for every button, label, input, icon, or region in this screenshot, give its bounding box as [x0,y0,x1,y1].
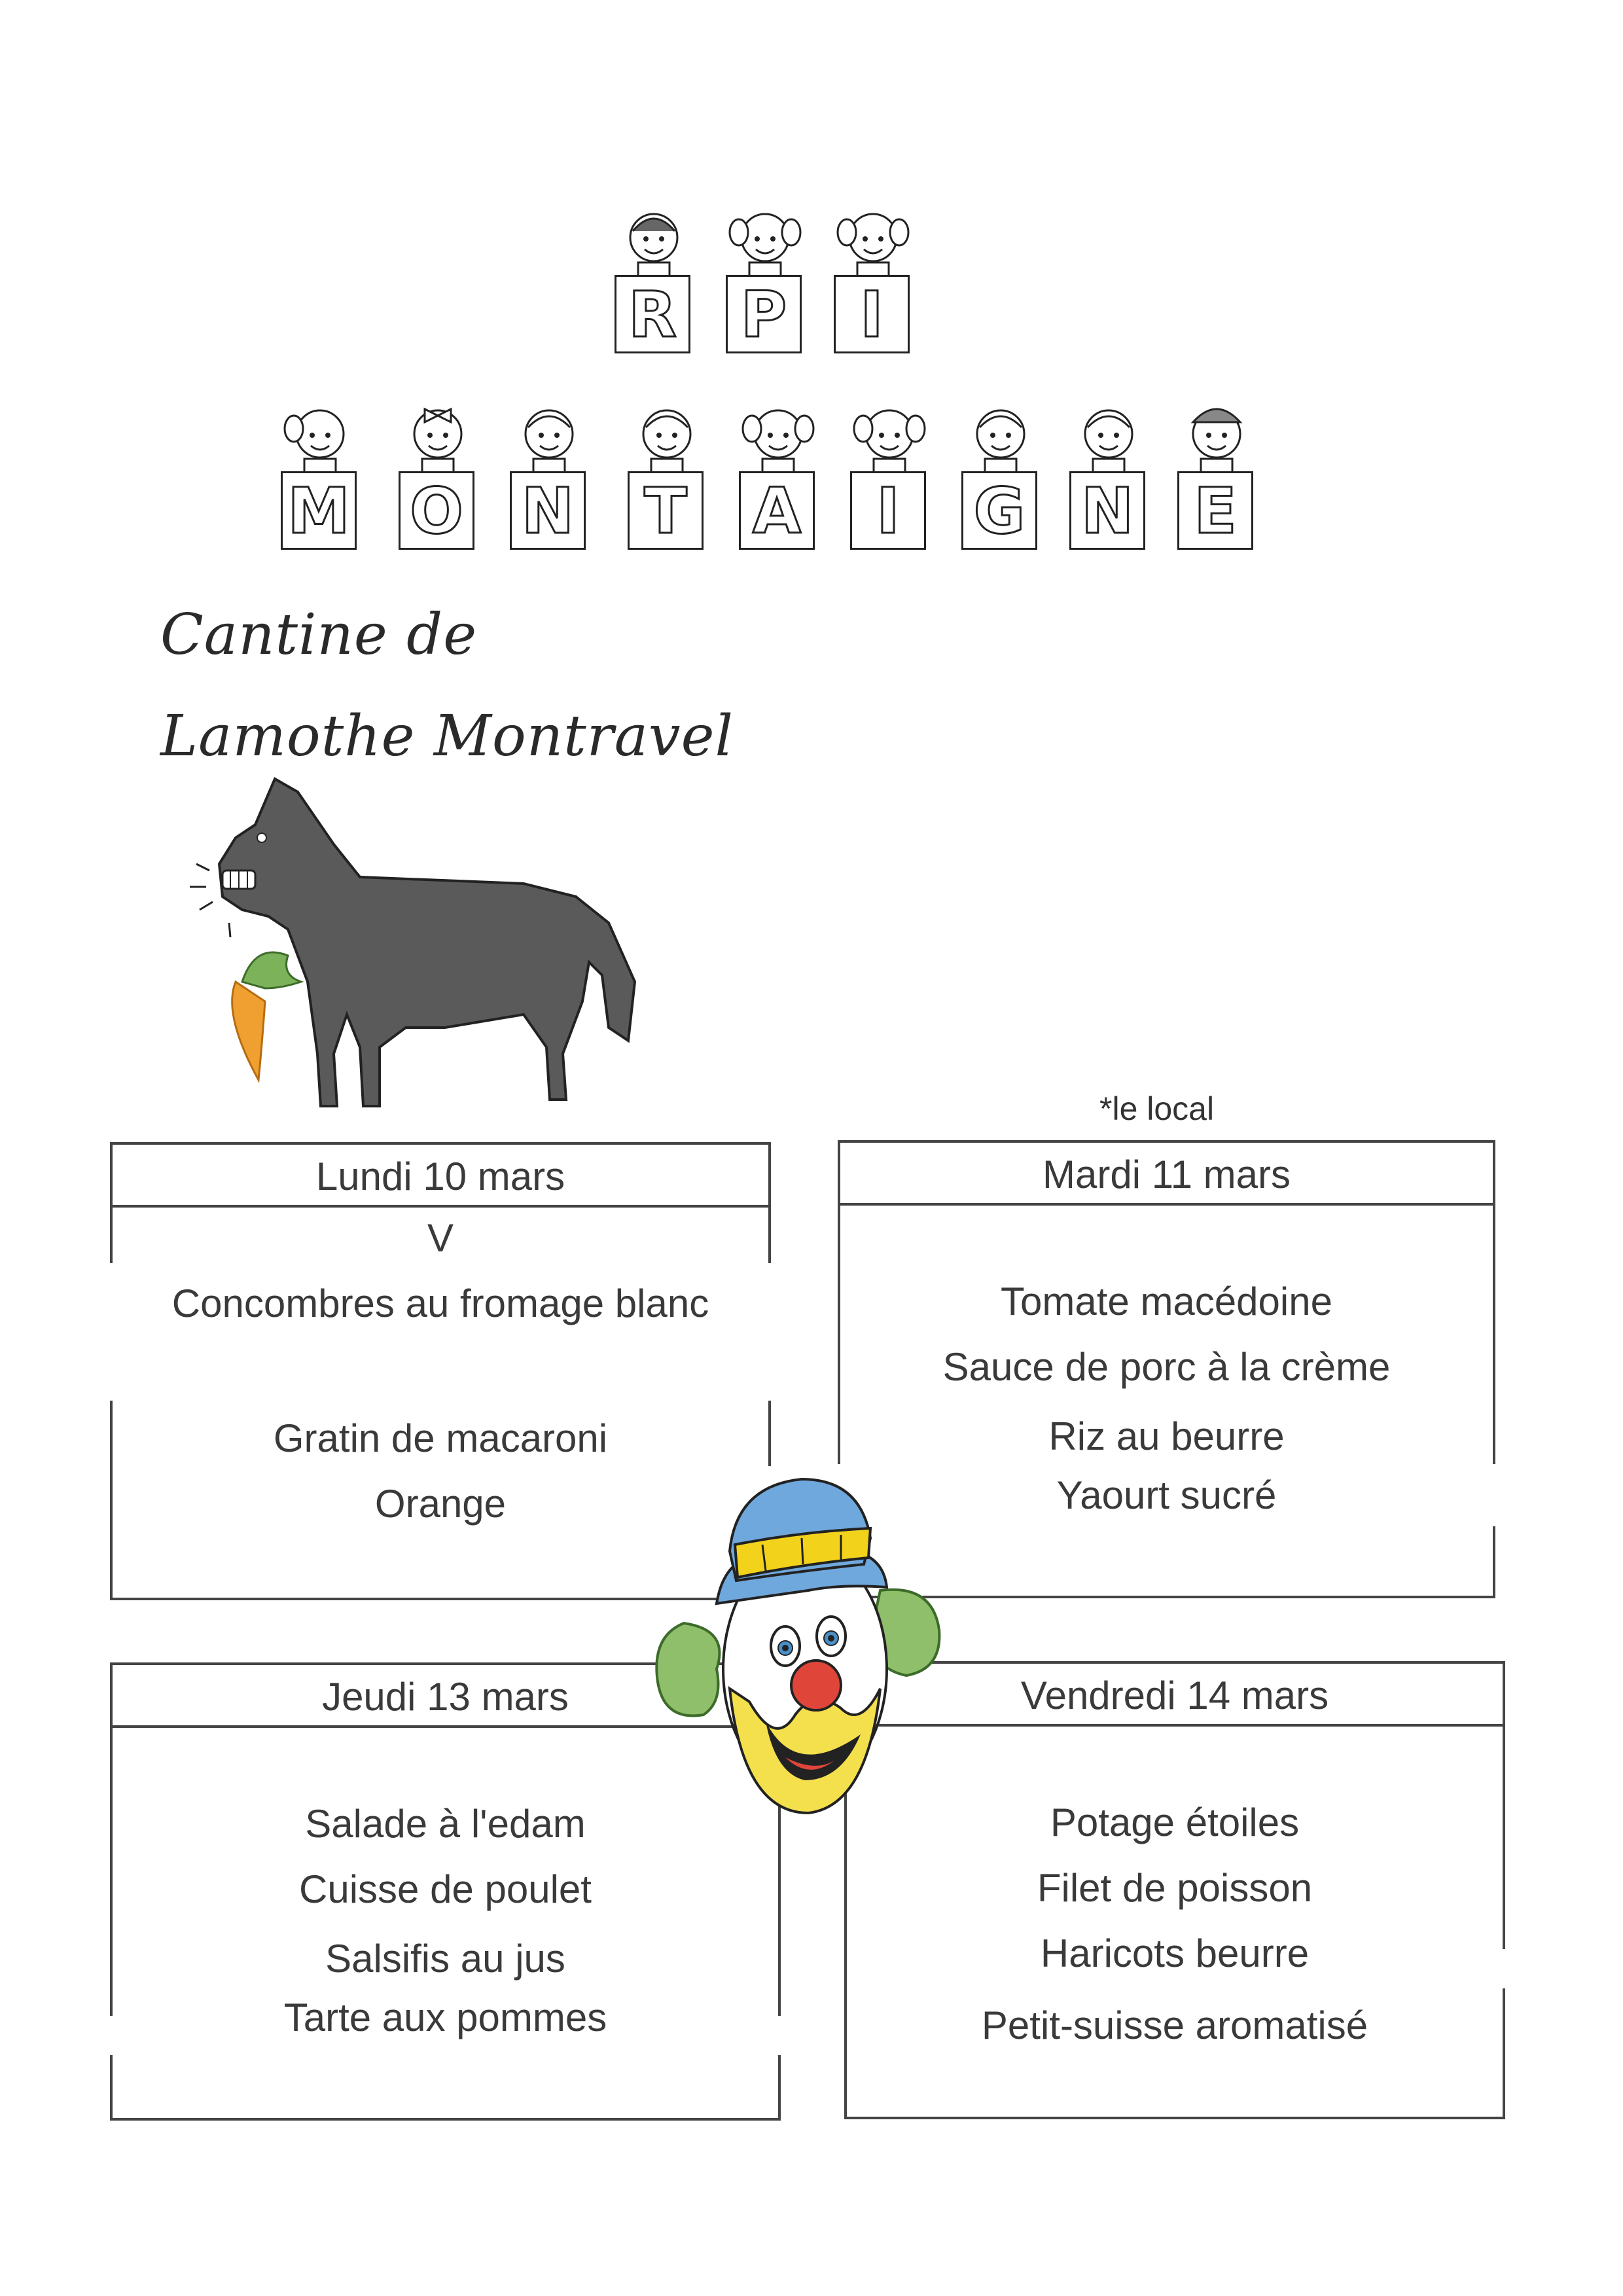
dish: Salsifis au jus [325,1937,565,1981]
letter-block [625,396,709,573]
letter-block [612,200,696,376]
montaigne-banner [278,396,1273,573]
title-line-2: Lamothe Montravel [160,704,734,769]
day-label: Mardi 11 mars [1043,1153,1291,1196]
letter-block [1067,396,1150,573]
dish: Tarte aux pommes [283,1996,607,2039]
menu-marker: V [427,1216,454,1260]
letter: R [628,278,677,351]
letter-block [507,396,591,573]
letter: M [287,475,350,548]
letter: N [521,475,575,548]
carrot-icon [232,952,301,1080]
letter: I [860,278,883,351]
day-label: Jeudi 13 mars [322,1675,569,1719]
dish: Sauce de porc à la crème [942,1345,1391,1389]
letter: T [644,475,687,548]
dish: Filet de poisson [1037,1866,1313,1910]
dish: Tomate macédoine [1001,1280,1332,1323]
letter: N [1080,475,1134,548]
rpi-banner [612,200,926,376]
letter: E [1194,475,1237,548]
dish: Gratin de macaroni [273,1416,608,1460]
clown-illustration [645,1473,965,1826]
dish: Haricots beurre [1040,1931,1310,1975]
letter: O [410,475,463,548]
letter-block [736,396,820,573]
day-header [110,1142,771,1208]
letter-block [847,396,931,573]
dish: Potage étoiles [1050,1801,1300,1844]
letter-block [278,396,362,573]
dish: Yaourt sucré [1056,1473,1277,1517]
day-label: Vendredi 14 mars [1020,1674,1329,1717]
letter-block [959,396,1043,573]
horse-illustration [183,766,654,1132]
letter-block [723,200,807,376]
title-line-1: Cantine de [160,602,478,668]
letter: I [876,475,900,548]
dish: Concombres au fromage blanc [171,1282,709,1325]
letter: P [740,278,787,351]
dish: Riz au beurre [1048,1414,1285,1458]
letter: A [752,475,802,548]
day-label: Lundi 10 mars [315,1155,565,1198]
footnote: *le local [1099,1090,1215,1127]
day-header [838,1140,1495,1206]
letter-block [396,396,480,573]
letter: G [973,475,1026,548]
letter-block [1175,396,1258,573]
clown-icon [656,1479,939,1813]
dish: Salade à l'edam [305,1802,586,1846]
dish: Cuisse de poulet [299,1867,592,1911]
dish: Orange [374,1482,507,1526]
letter-block [831,200,915,376]
dish: Petit-suisse aromatisé [981,2003,1368,2047]
